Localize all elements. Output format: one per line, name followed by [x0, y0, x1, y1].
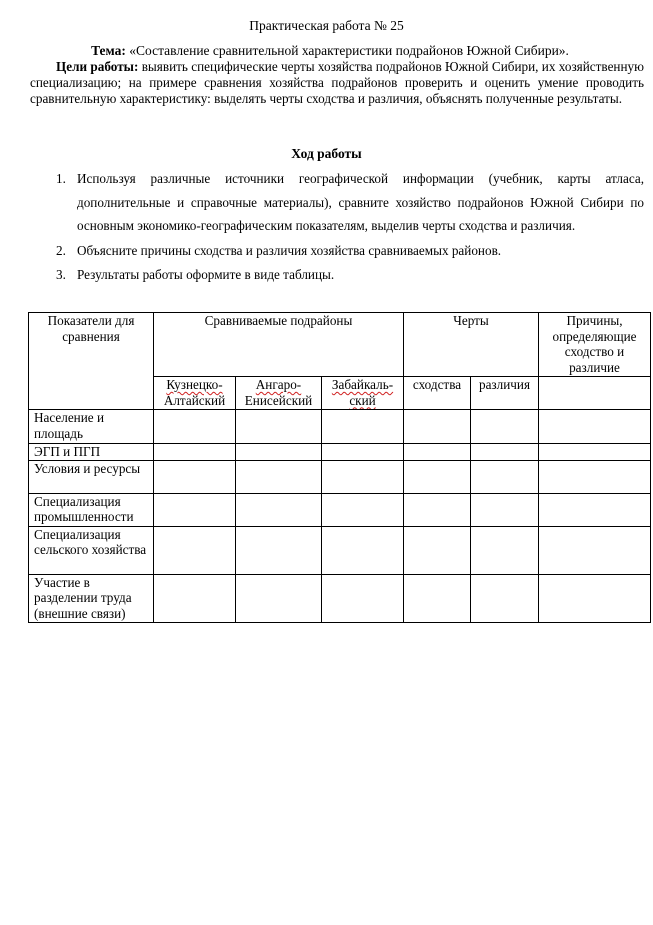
comparison-table — [28, 312, 651, 623]
table-cell — [471, 444, 539, 461]
step-number: 1. — [56, 171, 66, 186]
row-label: Население и площадь — [29, 410, 154, 444]
header-features: Черты — [404, 313, 539, 377]
table-cell — [471, 493, 539, 526]
table-row — [29, 526, 651, 574]
table-cell — [539, 444, 651, 461]
subheader-difference: различия — [471, 377, 539, 410]
table-row — [29, 410, 651, 444]
table-cell — [404, 526, 471, 574]
row-label: Участие в разделении труда (внешние связи) — [29, 574, 154, 622]
table-cell — [471, 526, 539, 574]
table-cell — [154, 493, 236, 526]
row-label: Условия и ресурсы — [29, 460, 154, 493]
table-cell — [539, 526, 651, 574]
header-indicators: Показатели для сравнения — [29, 313, 154, 410]
table-cell — [404, 574, 471, 622]
table-cell — [539, 493, 651, 526]
region-name-line1: Забайкаль- — [331, 377, 394, 392]
step-text: Объясните причины сходства и различия хозяйства сравниваемых районов. — [77, 242, 502, 258]
subheader-empty — [539, 377, 651, 410]
table-cell — [322, 410, 404, 444]
topic-line — [30, 43, 630, 59]
step-text: Используя различные источники географической информации (учебник, карты атласа, дополнительные и справочные материалы), сравните хозяйство подрайонов Южной Сибири по основным экономико-географическим показателям, выделив черты сходства и различия. — [77, 171, 644, 233]
table-cell — [322, 574, 404, 622]
table-cell — [236, 493, 322, 526]
region-name-line2: Енисейский — [244, 392, 313, 408]
table-cell — [322, 526, 404, 574]
topic-label: Тема: — [91, 43, 126, 58]
table-cell — [404, 444, 471, 461]
region-name-line2: Алтайский — [163, 392, 226, 408]
goals-label: Цели работы: — [56, 59, 139, 74]
row-label: Специализация промышленности — [29, 493, 154, 526]
row-label: ЭГП и ПГП — [29, 444, 154, 461]
table-cell — [404, 410, 471, 444]
goals-paragraph — [30, 59, 644, 107]
table-cell — [322, 493, 404, 526]
table-cell — [471, 574, 539, 622]
table-cell — [539, 574, 651, 622]
table-header-row — [29, 313, 651, 377]
step-item — [48, 167, 644, 238]
goals-text: выявить специфические черты хозяйства подрайонов Южной Сибири, их хозяйственную специализацию; на примере сравнения хозяйства подрайонов проверить и оценить умение проводить сравнительную характеристику: выделять черты сходства и различия, объяснять полученные результаты. — [30, 59, 644, 106]
topic-text: «Составление сравнительной характеристики подрайонов Южной Сибири». — [129, 43, 569, 58]
table-row — [29, 493, 651, 526]
table-cell — [236, 574, 322, 622]
region-name-line1: Ангаро- — [255, 377, 302, 392]
table-cell — [154, 410, 236, 444]
table-cell — [322, 460, 404, 493]
subheader-region — [236, 377, 322, 410]
table-cell — [236, 526, 322, 574]
subheader-region — [154, 377, 236, 410]
table-cell — [471, 460, 539, 493]
subheader-similarity: сходства — [404, 377, 471, 410]
step-item — [48, 239, 644, 262]
table-cell — [154, 460, 236, 493]
region-name-line2: ский — [349, 392, 376, 408]
table-cell — [236, 460, 322, 493]
table-cell — [154, 574, 236, 622]
step-item — [48, 263, 644, 286]
step-number: 2. — [56, 242, 66, 258]
table-cell — [154, 444, 236, 461]
table-row — [29, 460, 651, 493]
header-compared-regions: Сравниваемые подрайоны — [154, 313, 404, 377]
steps-list — [48, 167, 644, 286]
table-cell — [404, 460, 471, 493]
table-cell — [539, 460, 651, 493]
table-cell — [471, 410, 539, 444]
header-reasons: Причины, определяющие сходство и различие — [539, 313, 651, 377]
step-number: 3. — [56, 266, 66, 282]
table-cell — [154, 526, 236, 574]
table-cell — [404, 493, 471, 526]
table-row — [29, 444, 651, 461]
course-heading: Ход работы — [291, 146, 362, 161]
region-name-line1: Кузнецко- — [166, 377, 223, 392]
table-cell — [236, 444, 322, 461]
table-cell — [236, 410, 322, 444]
table-cell — [539, 410, 651, 444]
step-text: Результаты работы оформите в виде таблицы. — [77, 266, 335, 282]
table-cell — [322, 444, 404, 461]
document-title: Практическая работа № 25 — [249, 18, 404, 33]
subheader-region — [322, 377, 404, 410]
row-label: Специализация сельского хозяйства — [29, 526, 154, 574]
table-row — [29, 574, 651, 622]
